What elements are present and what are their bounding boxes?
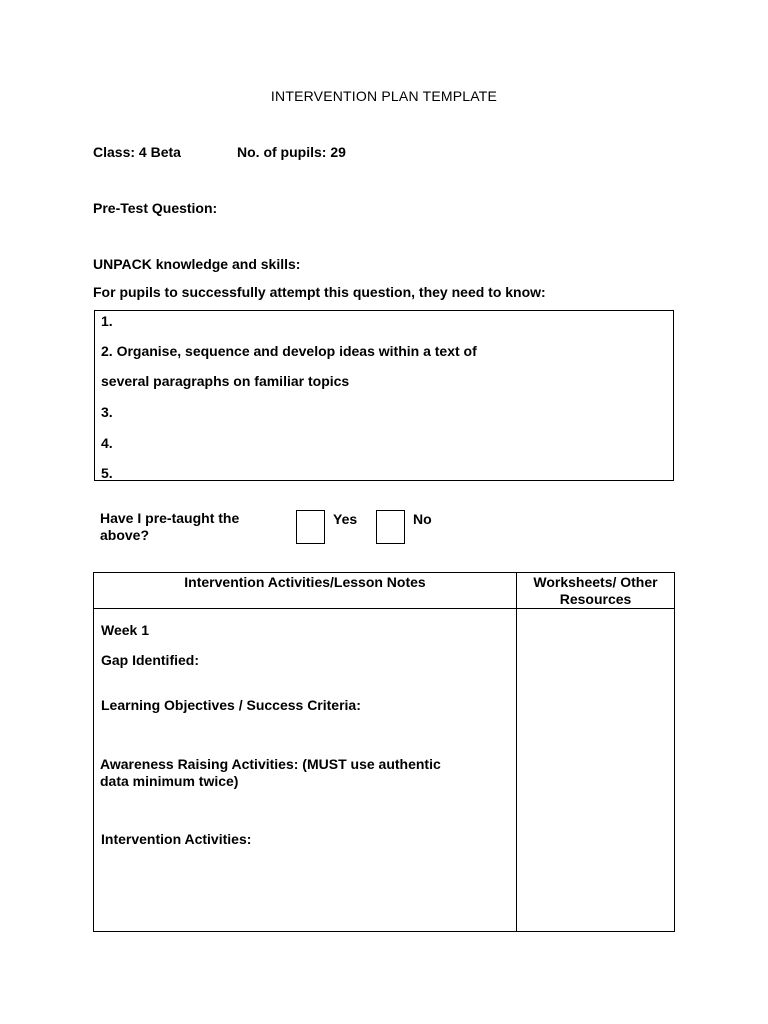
no-label: No [413,511,432,527]
unpack-item-1: 1. [101,313,113,329]
gap-identified-label: Gap Identified: [101,652,199,668]
unpack-knowledge-box [94,310,674,481]
awareness-activities-label-continued: data minimum twice) [100,773,239,789]
table-column-divider [516,573,517,931]
intervention-activities-label: Intervention Activities: [101,831,252,847]
unpack-item-2: 2. Organise, sequence and develop ideas within a text of [101,343,477,359]
unpack-item-5: 5. [101,465,113,481]
class-label: Class: 4 Beta [93,144,181,160]
unpack-item-3: 3. [101,404,113,420]
pretest-question-label: Pre-Test Question: [93,200,218,216]
page-title: INTERVENTION PLAN TEMPLATE [270,88,498,104]
unpack-item-4: 4. [101,435,113,451]
yes-checkbox[interactable] [296,510,325,544]
column-header-resources: Worksheets/ Other Resources [533,574,658,607]
unpack-intro: For pupils to successfully attempt this question, they need to know: [93,284,546,300]
awareness-activities-label: Awareness Raising Activities: (MUST use authentic [100,756,441,772]
yes-label: Yes [333,511,358,527]
table-header-divider [94,608,674,609]
week-label: Week 1 [101,622,149,638]
column-header-activities: Intervention Activities/Lesson Notes [184,574,426,590]
pretaught-question: Have I pre-taught the above? [100,510,240,543]
intervention-activities-table [93,572,675,932]
unpack-item-2-continued: several paragraphs on familiar topics [101,373,350,389]
no-checkbox[interactable] [376,510,405,544]
pupils-count-label: No. of pupils: 29 [237,144,346,160]
learning-objectives-label: Learning Objectives / Success Criteria: [101,697,361,713]
unpack-heading: UNPACK knowledge and skills: [93,256,301,272]
